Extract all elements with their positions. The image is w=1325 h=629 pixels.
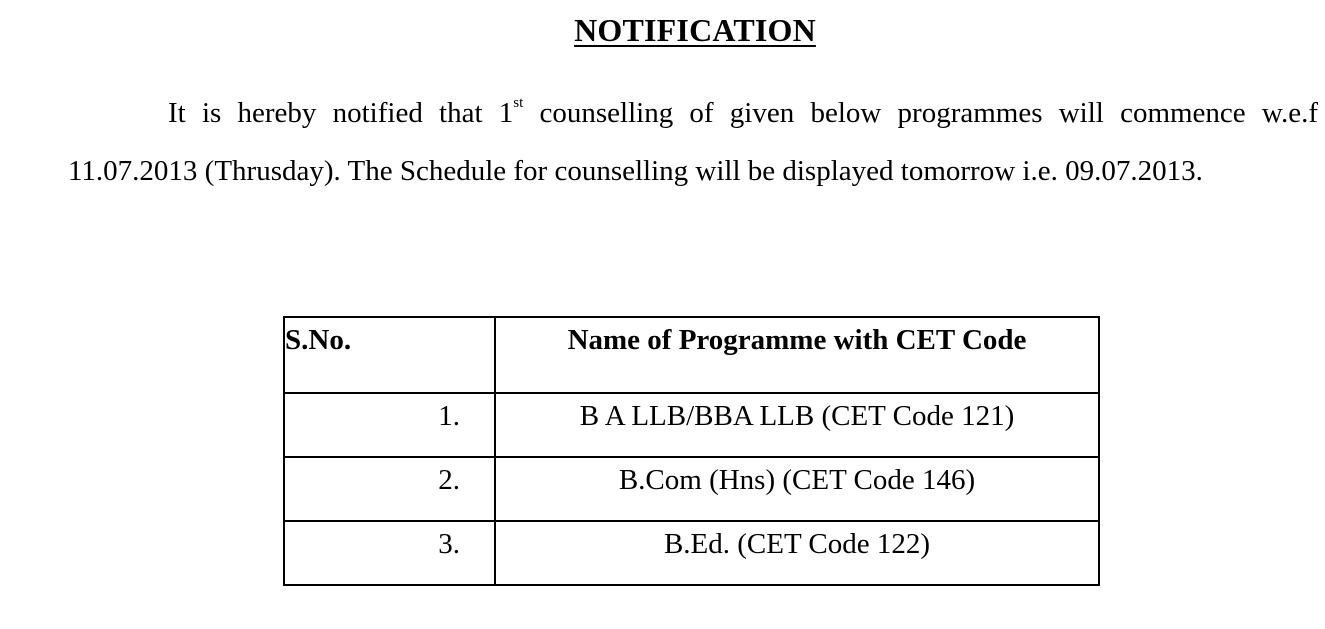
row-sno: 3. <box>284 521 495 585</box>
header-programme: Name of Programme with CET Code <box>495 317 1099 393</box>
programme-table <box>283 316 1100 586</box>
ordinal-suffix: st <box>513 95 524 112</box>
notice-title: NOTIFICATION <box>574 12 816 48</box>
row-sno: 2. <box>284 457 495 521</box>
header-sno: S.No. <box>284 317 495 393</box>
table-header-row <box>284 317 1099 393</box>
row-programme: B A LLB/BBA LLB (CET Code 121) <box>495 393 1099 457</box>
row-programme: B.Com (Hns) (CET Code 146) <box>495 457 1099 521</box>
table-row <box>284 457 1099 521</box>
table-row <box>284 521 1099 585</box>
row-programme: B.Ed. (CET Code 122) <box>495 521 1099 585</box>
paragraph-text-part1: It is hereby notified that 1 <box>168 97 514 129</box>
table-row <box>284 393 1099 457</box>
notice-paragraph <box>68 84 1318 200</box>
paragraph-text-part2: counselling of given below programmes will commence w.e.f 11.07.2013 (Thrusday). The Schedule for counselling will be displayed tomorrow i.e. 09.07.2013. <box>68 97 1318 187</box>
row-sno: 1. <box>284 393 495 457</box>
